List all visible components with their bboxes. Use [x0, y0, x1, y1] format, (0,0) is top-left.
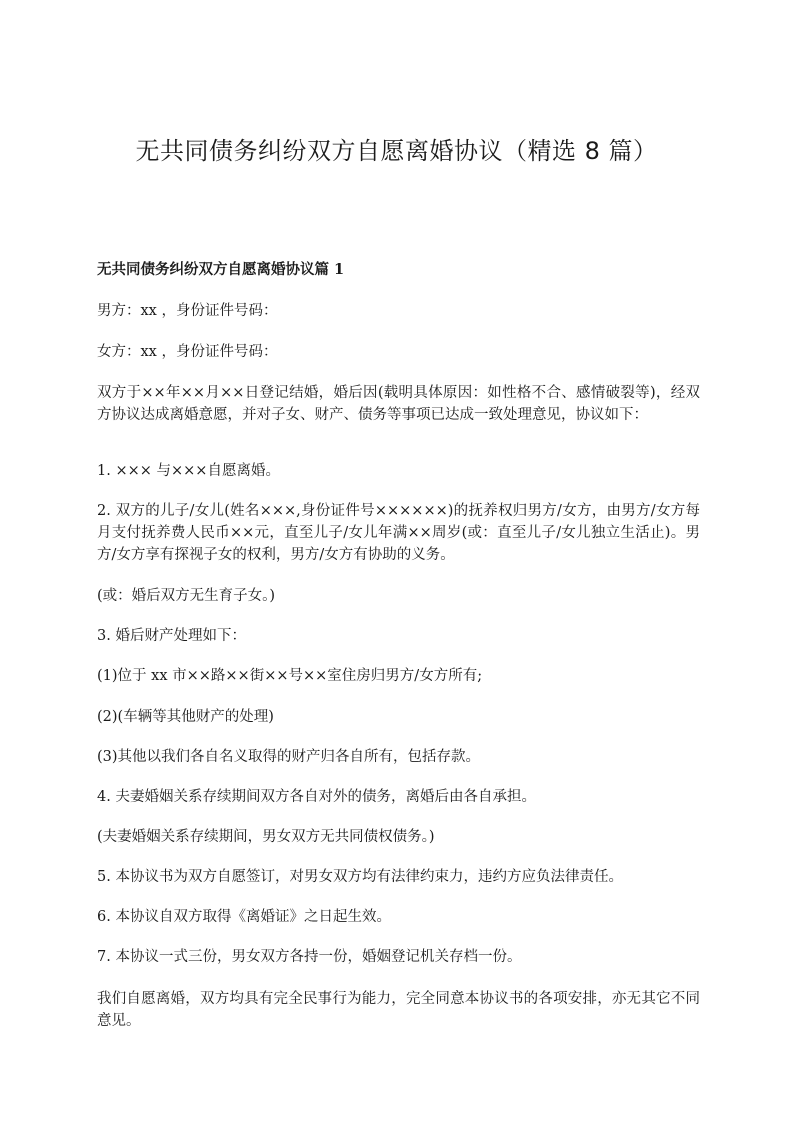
- paragraph-clause-7: 7. 本协议一式三份，男女双方各持一份，婚姻登记机关存档一份。: [97, 949, 522, 965]
- paragraph-clause-6: 6. 本协议自双方取得《离婚证》之日起生效。: [97, 909, 391, 925]
- paragraph-clause-3-2: (2)(车辆等其他财产的处理): [97, 709, 274, 725]
- paragraph-clause-3: 3. 婚后财产处理如下：: [97, 628, 246, 644]
- paragraph-clause-2-alt: (或：婚后双方无生育子女。): [97, 588, 276, 604]
- document-title: 无共同债务纠纷双方自愿离婚协议（精选 8 篇）: [135, 137, 658, 165]
- paragraph-clause-4: 4. 夫妻婚姻关系存续期间双方各自对外的债务，离婚后由各自承担。: [97, 789, 536, 805]
- paragraph-clause-3-3: (3)其他以我们各自名义取得的财产归各自所有，包括存款。: [97, 749, 481, 765]
- paragraph-male-party: 男方：xx ，身份证件号码：: [97, 303, 278, 319]
- paragraph-preamble: 双方于××年××月××日登记结婚，婚后因(载明具体原因：如性格不合、感情破裂等)，经双方协议达成离婚意愿，并对子女、财产、债务等事项已达成一致处理意见，协议如下：: [97, 385, 700, 423]
- paragraph-clause-1: 1. ××× 与×××自愿离婚。: [97, 463, 280, 479]
- paragraph-clause-3-1: (1)位于 xx 市××路××街××号××室住房归男方/女方所有;: [97, 668, 483, 684]
- paragraph-clause-5: 5. 本协议书为双方自愿签订，对男女双方均有法律约束力，违约方应负法律责任。: [97, 869, 623, 885]
- paragraph-closing: 我们自愿离婚，双方均具有完全民事行为能力，完全同意本协议书的各项安排，亦无其它不同意见。: [97, 991, 700, 1029]
- section-heading: 无共同债务纠纷双方自愿离婚协议篇 1: [97, 261, 345, 278]
- paragraph-clause-2: 2. 双方的儿子/女儿(姓名×××,身份证件号××××××)的抚养权归男方/女方，由男方/女方每月支付抚养费人民币××元，直至儿子/女儿年满××周岁(或：直至儿子/女儿独立生活止)。男方/女方享有探视子女的权利，男方/女方有协助的义务。: [97, 503, 700, 563]
- paragraph-female-party: 女方：xx ，身份证件号码：: [97, 344, 278, 360]
- paragraph-clause-4-alt: (夫妻婚姻关系存续期间，男女双方无共同债权债务。): [97, 829, 435, 845]
